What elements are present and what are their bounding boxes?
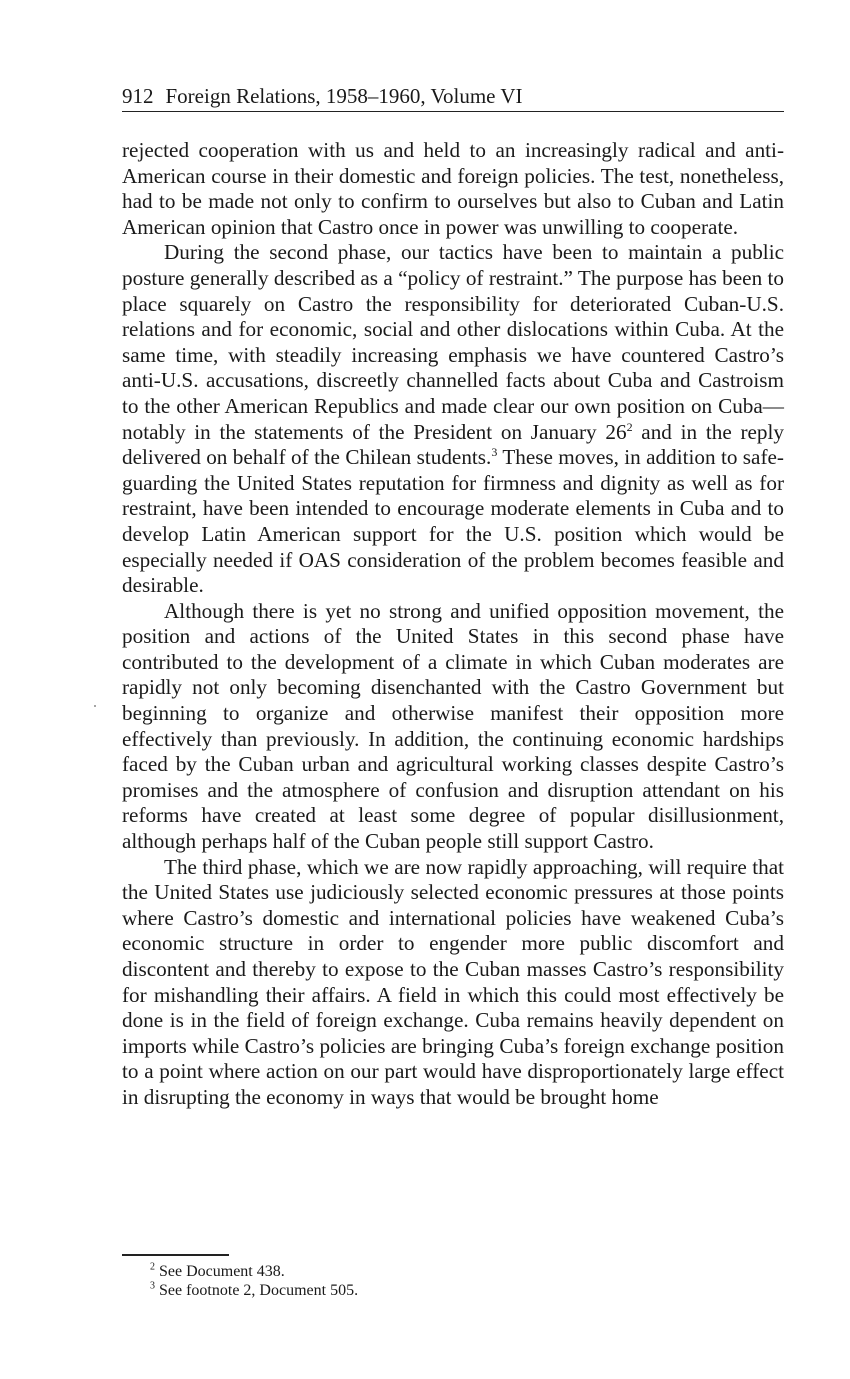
paragraph-text: During the second phase, our tactics have been to maintain a public posture generally described as a “policy of restraint.” The purpose has been to place squarely on Castro the responsibility for deteriorated Cuban-U.S. relations and for economic, social and other dislocations within Cuba. At the same time, with steadily increasing emphasis we have countered Castro’s anti-U.S. accusations, discreetly channelled facts about Cuba and Castroism to the other American Republics and made clear our own position on Cuba—notably in the statements of the President on January 26 — [122, 240, 784, 444]
footnote-ref-2: 2 — [626, 419, 633, 434]
paragraph-text: and in the reply delivered on behalf of the Chilean students. — [122, 419, 784, 470]
page-number: 912 — [122, 84, 154, 108]
running-head — [122, 82, 784, 112]
paragraph-3 — [122, 599, 784, 855]
paragraph-4 — [122, 855, 784, 1111]
paragraph-2 — [122, 240, 784, 598]
footnote-2 — [150, 1262, 358, 1281]
body-text — [122, 138, 784, 1111]
footnote-marker: 2 — [150, 1261, 155, 1273]
paragraph-text: The third phase, which we are now rapidly approaching, will require that the United States use judiciously selected economic pressures at those points where Castro’s domestic and international policies have weakened Cuba’s economic structure in order to engender more public discomfort and discontent and thereby to expose to the Cuban masses Castro’s responsibility for mishandling their affairs. A field in which this could most effectively be done is in the field of foreign exchange. Cuba remains heavily dependent on imports while Castro’s policies are bringing Cuba’s foreign exchange position to a point where action on our part would have disproportionately large effect in disrupting the economy in ways that would be brought home — [122, 854, 784, 1109]
footnote-ref-3: 3 — [491, 445, 498, 460]
footnote-text: See footnote 2, Document 505. — [155, 1282, 359, 1299]
page — [122, 82, 784, 1111]
footnotes — [150, 1262, 358, 1300]
paragraph-text: rejected cooperation with us and held to an increasingly radical and anti-American course in their domestic and foreign policies. The test, nonetheless, had to be made not only to confirm to ourselves but also to Cuban and Latin American opinion that Castro once in power was unwilling to cooperate. — [122, 138, 784, 239]
stray-dot — [94, 705, 96, 707]
footnote-3 — [150, 1281, 358, 1300]
paragraph-text: Although there is yet no strong and unified opposition movement, the position and actions of the United States in this second phase have contributed to the development of a climate in which Cuban moderates are rapidly not only becoming disenchanted with the Castro Government but beginning to organize and otherwise manifest their opposition more effectively than previously. In addition, the continuing economic hardships faced by the Cuban urban and agricultural working classes despite Castro’s promises and the atmosphere of confusion and disruption attendant on his reforms have created at least some degree of popular disillusionment, although perhaps half of the Cuban people still support Castro. — [122, 598, 784, 854]
header-title: Foreign Relations, 1958–1960, Volume VI — [165, 84, 523, 108]
footnote-text: See Document 438. — [155, 1263, 285, 1280]
footnote-rule — [122, 1254, 229, 1256]
paragraph-1 — [122, 138, 784, 240]
footnote-marker: 3 — [150, 1280, 155, 1292]
paragraph-text: These moves, in addition to safeguarding the United States reputation for firmness and dignity as well as for restraint, have been intended to encourage moderate elements in Cuba and to develop Latin American support for the U.S. position which would be especially needed if OAS consideration of the problem becomes feasible and desirable. — [122, 445, 784, 598]
